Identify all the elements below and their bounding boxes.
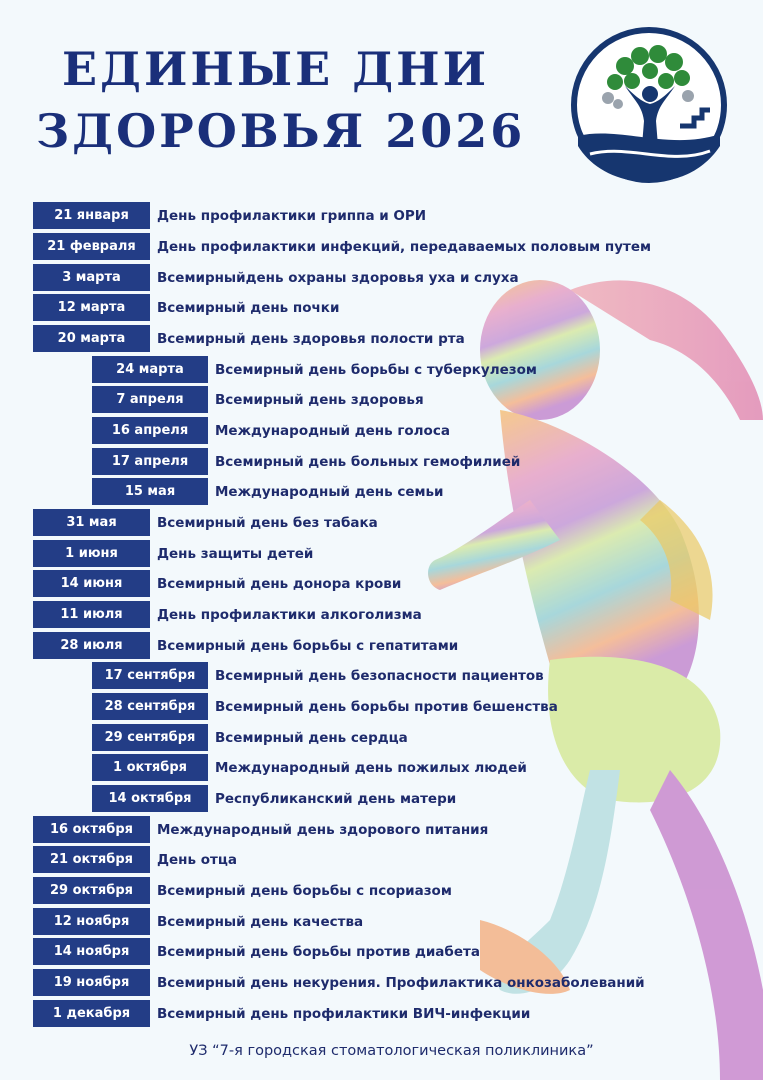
event-date: 3 марта [33,264,150,291]
event-name: Всемирный день безопасности пациентов [215,667,544,684]
event-date: 21 января [33,202,150,229]
tree-person-icon [570,26,728,184]
list-item [33,570,401,597]
event-date: 15 мая [92,478,208,505]
event-name: День профилактики инфекций, передаваемых половым путем [157,238,652,255]
event-date: 1 июня [33,540,150,567]
event-date: 21 февраля [33,233,150,260]
list-item [92,386,424,413]
list-item [92,417,450,444]
list-item [33,233,651,260]
list-item [92,478,444,505]
event-date: 16 апреля [92,417,208,444]
event-date: 12 ноября [33,908,150,935]
event-date: 7 апреля [92,386,208,413]
event-name: Всемирный день качества [157,913,364,930]
list-item [92,448,520,475]
event-date: 1 декабря [33,1000,150,1027]
event-date: 14 ноября [33,938,150,965]
event-name: Всемирный день борьбы с туберкулезом [215,361,537,378]
event-name: День защиты детей [157,545,314,562]
event-name: День профилактики алкоголизма [157,606,422,623]
event-date: 11 июля [33,601,150,628]
event-name: Международный день семьи [215,483,444,500]
event-name: Всемирный день без табака [157,514,378,531]
list-item [92,785,456,812]
event-name: День профилактики гриппа и ОРИ [157,207,427,224]
event-name: Всемирный день донора крови [157,575,402,592]
event-date: 29 сентября [92,724,208,751]
list-item [33,202,426,229]
list-item [33,264,519,291]
event-date: 20 марта [33,325,150,352]
list-item [33,877,452,904]
list-item [33,846,237,873]
event-date: 12 марта [33,294,150,321]
list-item [33,969,645,996]
event-name: Всемирный день борьбы с гепатитами [157,637,459,654]
event-name: Всемирный день некурения. Профилактика онкозаболеваний [157,974,645,991]
event-date: 16 октября [33,816,150,843]
event-date: 14 октября [92,785,208,812]
list-item [92,724,408,751]
event-name: Всемирный день борьбы против диабета [157,943,480,960]
list-item [33,908,363,935]
event-date: 24 марта [92,356,208,383]
list-item [92,693,558,720]
event-name: Всемирный день здоровья [215,391,424,408]
page-title-line-1: ЕДИНЫЕ ДНИ [62,42,490,96]
list-item [33,540,313,567]
event-date: 29 октября [33,877,150,904]
event-name: День отца [157,851,237,868]
list-item [33,509,378,536]
event-date: 28 сентября [92,693,208,720]
list-item [92,754,527,781]
event-name: Всемирныйдень охраны здоровья уха и слуха [157,269,519,286]
event-name: Всемирный день здоровья полости рта [157,330,465,347]
event-name: Всемирный день профилактики ВИЧ-инфекции [157,1005,531,1022]
event-date: 19 ноября [33,969,150,996]
list-item [33,294,339,321]
list-item [33,1000,530,1027]
event-name: Всемирный день сердца [215,729,408,746]
event-date: 1 октября [92,754,208,781]
event-date: 21 октября [33,846,150,873]
list-item [33,325,465,352]
list-item [92,356,537,383]
event-date: 31 мая [33,509,150,536]
list-item [33,632,458,659]
event-name: Международный день голоса [215,422,450,439]
event-name: Республиканский день матери [215,790,457,807]
event-name: Всемирный день борьбы с псориазом [157,882,452,899]
list-item [33,816,488,843]
list-item [92,662,544,689]
footer-organization: УЗ “7-я городская стоматологическая поликлиника” [189,1043,594,1059]
event-name: Всемирный день борьбы против бешенства [215,698,558,715]
page-title-line-2: ЗДОРОВЬЯ 2026 [36,104,526,158]
list-item [33,938,480,965]
event-date: 28 июля [33,632,150,659]
event-name: Международный день здорового питания [157,821,489,838]
event-name: Всемирный день больных гемофилией [215,453,521,470]
event-date: 14 июня [33,570,150,597]
event-date: 17 апреля [92,448,208,475]
list-item [33,601,422,628]
event-name: Всемирный день почки [157,299,340,316]
event-date: 17 сентября [92,662,208,689]
event-name: Международный день пожилых людей [215,759,527,776]
